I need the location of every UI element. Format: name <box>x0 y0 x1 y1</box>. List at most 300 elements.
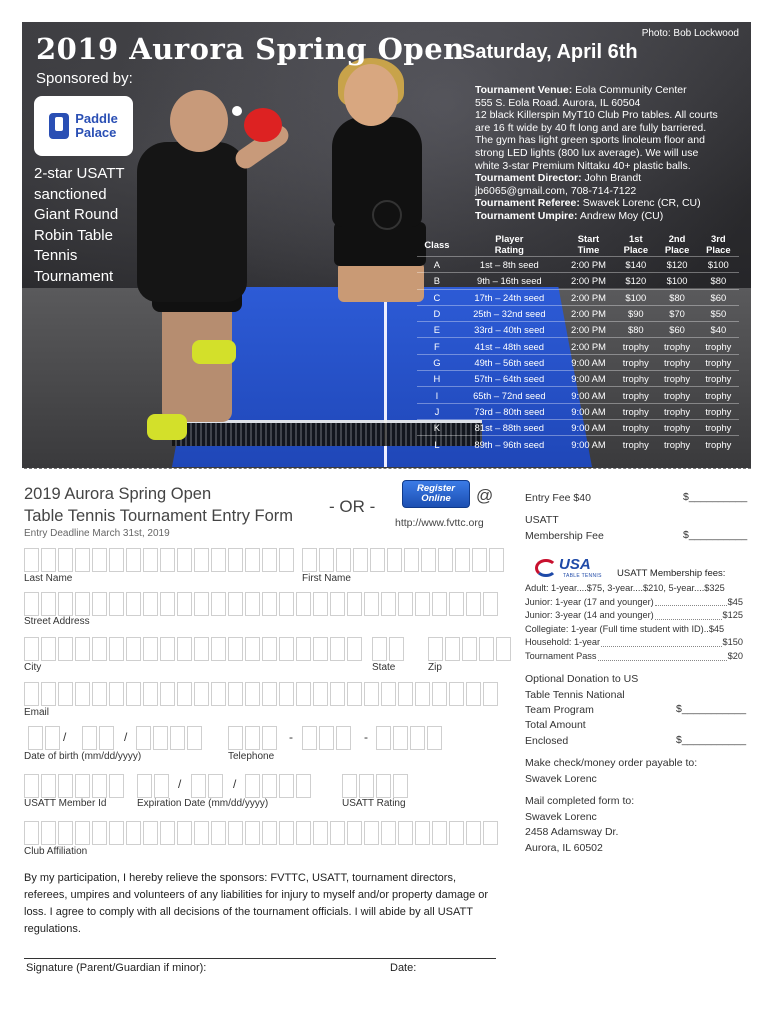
character-box[interactable] <box>415 821 430 845</box>
character-box[interactable] <box>92 548 107 572</box>
event-title: 2019 Aurora Spring Open <box>36 32 465 66</box>
prize-table-cell: $120 <box>656 257 697 273</box>
character-box[interactable] <box>109 592 124 616</box>
last-name-boxes[interactable] <box>24 548 296 572</box>
telephone-label: Telephone <box>228 751 275 762</box>
character-box[interactable] <box>177 682 192 706</box>
character-box[interactable] <box>330 821 345 845</box>
phone-area-boxes[interactable] <box>228 726 279 750</box>
membership-fee-line: Junior: 1-year (17 and younger) $45 <box>525 596 743 607</box>
character-box[interactable] <box>99 726 114 750</box>
prize-table-cell: D <box>417 305 457 321</box>
character-box[interactable] <box>75 548 90 572</box>
character-box[interactable] <box>41 637 56 661</box>
character-box[interactable] <box>45 726 60 750</box>
phone-line-boxes[interactable] <box>376 726 444 750</box>
character-box[interactable] <box>58 682 73 706</box>
red-paddle <box>244 108 282 142</box>
character-box[interactable] <box>75 637 90 661</box>
character-box[interactable] <box>449 821 464 845</box>
character-box[interactable] <box>24 821 39 845</box>
character-box[interactable] <box>262 682 277 706</box>
character-box[interactable] <box>279 821 294 845</box>
prize-table-cell: trophy <box>615 371 656 387</box>
entry-fee-label: Entry Fee $40 <box>525 492 591 504</box>
character-box[interactable] <box>211 592 226 616</box>
prize-table-cell: E <box>417 322 457 338</box>
character-box[interactable] <box>228 682 243 706</box>
character-box[interactable] <box>245 774 260 798</box>
street-address-boxes[interactable] <box>24 592 500 616</box>
registration-link[interactable]: http://www.fvttc.org <box>395 517 484 529</box>
character-box[interactable] <box>126 821 141 845</box>
prize-table-cell: 41st – 48th seed <box>457 338 562 354</box>
character-box[interactable] <box>496 637 511 661</box>
prize-table-cell: K <box>417 419 457 435</box>
venue-details: Tournament Venue: Eola Community Center 555 S. Eola Road. Aurora, IL 60504 12 black Killerspin MyT10 Club Pro tables. All courts are 16 ft wide by 40 ft long and are fully barriered. The gym has light green sports linoleum floor and strong LED lights (800 lux average). We will use white 3-star Premium Nittaku 40+ plastic balls. Tournament Director: John Brandt jb6065@gmail.com, 708-714-7122 Tournament Referee: Swavek Lorenc (CR, CU) Tournament Umpire: Andrew Moy (CU) <box>475 84 718 222</box>
total-amount-label: Total Amount Enclosed <box>525 719 586 747</box>
character-box[interactable] <box>24 548 39 572</box>
membership-fee-line: Household: 1-year $150 <box>525 637 743 648</box>
character-box[interactable] <box>92 682 107 706</box>
player-one-shoe <box>147 414 187 440</box>
prize-table-row <box>417 354 739 370</box>
character-box[interactable] <box>415 592 430 616</box>
character-box[interactable] <box>387 548 402 572</box>
character-box[interactable] <box>279 548 294 572</box>
character-box[interactable] <box>432 682 447 706</box>
character-box[interactable] <box>245 682 260 706</box>
phone-prefix-boxes[interactable] <box>302 726 353 750</box>
character-box[interactable] <box>347 821 362 845</box>
character-box[interactable] <box>466 821 481 845</box>
character-box[interactable] <box>319 548 334 572</box>
prize-table-cell: trophy <box>698 403 739 419</box>
character-box[interactable] <box>170 726 185 750</box>
character-box[interactable] <box>126 682 141 706</box>
prize-table-cell: 9:00 AM <box>562 387 615 403</box>
email-boxes[interactable] <box>24 682 500 706</box>
character-box[interactable] <box>410 726 425 750</box>
prize-table-cell: trophy <box>615 403 656 419</box>
character-box[interactable] <box>109 682 124 706</box>
character-box[interactable] <box>143 821 158 845</box>
character-box[interactable] <box>404 548 419 572</box>
city-label: City <box>24 662 42 673</box>
character-box[interactable] <box>177 548 192 572</box>
signature-line[interactable] <box>24 958 496 959</box>
character-box[interactable] <box>126 637 141 661</box>
character-box[interactable] <box>466 682 481 706</box>
city-boxes[interactable] <box>24 637 364 661</box>
character-box[interactable] <box>359 774 374 798</box>
character-box[interactable] <box>92 774 107 798</box>
expiration-slash: / <box>178 777 182 791</box>
prize-table-cell: 2:00 PM <box>562 257 615 273</box>
prize-table-row <box>417 371 739 387</box>
cut-line-divider <box>24 468 751 469</box>
character-box[interactable] <box>336 726 351 750</box>
prize-table-cell: $100 <box>698 257 739 273</box>
character-box[interactable] <box>208 774 223 798</box>
character-box[interactable] <box>109 821 124 845</box>
character-box[interactable] <box>421 548 436 572</box>
character-box[interactable] <box>372 637 387 661</box>
character-box[interactable] <box>160 682 175 706</box>
character-box[interactable] <box>160 592 175 616</box>
prize-table-cell: 81st – 88th seed <box>457 419 562 435</box>
character-box[interactable] <box>313 821 328 845</box>
character-box[interactable] <box>330 682 345 706</box>
prize-table-row <box>417 436 739 452</box>
form-title: 2019 Aurora Spring Open Table Tennis Tournament Entry Form <box>24 485 294 525</box>
character-box[interactable] <box>41 682 56 706</box>
character-box[interactable] <box>211 548 226 572</box>
dob-label: Date of birth (mm/dd/yyyy) <box>24 751 142 762</box>
signature-label: Signature (Parent/Guardian if minor): <box>26 962 207 974</box>
character-box[interactable] <box>449 682 464 706</box>
prize-table-cell: I <box>417 387 457 403</box>
character-box[interactable] <box>389 637 404 661</box>
sanction-description: 2-star USATT sanctioned Giant Round Robin Table Tennis Tournament <box>34 165 125 285</box>
character-box[interactable] <box>75 682 90 706</box>
character-box[interactable] <box>302 726 317 750</box>
character-box[interactable] <box>126 548 141 572</box>
character-box[interactable] <box>342 774 357 798</box>
character-box[interactable] <box>319 726 334 750</box>
prize-table-cell: C <box>417 289 457 305</box>
prize-table-cell: B <box>417 273 457 289</box>
character-box[interactable] <box>136 726 151 750</box>
last-name-label: Last Name <box>24 573 73 584</box>
or-separator: - OR - <box>329 497 376 516</box>
prize-table-cell: $40 <box>698 322 739 338</box>
character-box[interactable] <box>364 592 379 616</box>
character-box[interactable] <box>245 592 260 616</box>
player-one-head <box>170 90 228 152</box>
character-box[interactable] <box>75 774 90 798</box>
character-box[interactable] <box>364 682 379 706</box>
prize-table-cell: 9th – 16th seed <box>457 273 562 289</box>
character-box[interactable] <box>58 592 73 616</box>
character-box[interactable] <box>211 637 226 661</box>
character-box[interactable] <box>279 682 294 706</box>
prize-table-cell: 9:00 AM <box>562 419 615 435</box>
character-box[interactable] <box>432 821 447 845</box>
character-box[interactable] <box>262 548 277 572</box>
total-amount-blank[interactable]: $___________ <box>676 734 747 746</box>
prize-table-cell: trophy <box>615 338 656 354</box>
character-box[interactable] <box>462 637 477 661</box>
character-box[interactable] <box>296 821 311 845</box>
character-box[interactable] <box>228 821 243 845</box>
dob-slash: / <box>124 730 128 744</box>
prize-table-cell: trophy <box>656 354 697 370</box>
character-box[interactable] <box>160 821 175 845</box>
character-box[interactable] <box>160 548 175 572</box>
character-box[interactable] <box>245 548 260 572</box>
character-box[interactable] <box>143 682 158 706</box>
expiration-month-boxes[interactable] <box>137 774 171 798</box>
character-box[interactable] <box>58 774 73 798</box>
dot-leader <box>601 636 721 647</box>
character-box[interactable] <box>330 637 345 661</box>
character-box[interactable] <box>398 592 413 616</box>
dob-month-boxes[interactable] <box>28 726 62 750</box>
character-box[interactable] <box>28 726 43 750</box>
prize-table-cell: trophy <box>656 403 697 419</box>
character-box[interactable] <box>41 548 56 572</box>
character-box[interactable] <box>455 548 470 572</box>
prize-table-row <box>417 257 739 273</box>
prize-table-cell: 89th – 96th seed <box>457 436 562 452</box>
prize-table-row <box>417 419 739 435</box>
character-box[interactable] <box>211 682 226 706</box>
character-box[interactable] <box>92 592 107 616</box>
character-box[interactable] <box>398 821 413 845</box>
prize-table-cell: trophy <box>656 419 697 435</box>
character-box[interactable] <box>109 774 124 798</box>
dob-day-boxes[interactable] <box>82 726 116 750</box>
prize-table-cell: $100 <box>615 289 656 305</box>
character-box[interactable] <box>296 592 311 616</box>
email-label: Email <box>24 707 50 718</box>
member-id-boxes[interactable] <box>24 774 126 798</box>
character-box[interactable] <box>92 821 107 845</box>
character-box[interactable] <box>262 637 277 661</box>
prize-table-cell: $70 <box>656 305 697 321</box>
phone-dash: - <box>364 730 368 744</box>
player-two-head <box>344 64 398 126</box>
character-box[interactable] <box>187 726 202 750</box>
character-box[interactable] <box>262 726 277 750</box>
character-box[interactable] <box>432 592 447 616</box>
character-box[interactable] <box>302 548 317 572</box>
character-box[interactable] <box>376 726 391 750</box>
character-box[interactable] <box>41 592 56 616</box>
character-box[interactable] <box>109 637 124 661</box>
character-box[interactable] <box>483 592 498 616</box>
character-box[interactable] <box>398 682 413 706</box>
character-box[interactable] <box>279 637 294 661</box>
character-box[interactable] <box>313 637 328 661</box>
character-box[interactable] <box>177 637 192 661</box>
character-box[interactable] <box>296 637 311 661</box>
character-box[interactable] <box>245 726 260 750</box>
character-box[interactable] <box>41 774 56 798</box>
mail-to-address: Mail completed form to: Swavek Lorenc 2458 Adamsway Dr. Aurora, IL 60502 <box>525 795 635 854</box>
character-box[interactable] <box>153 726 168 750</box>
character-box[interactable] <box>279 592 294 616</box>
character-box[interactable] <box>82 726 97 750</box>
character-box[interactable] <box>143 592 158 616</box>
character-box[interactable] <box>262 592 277 616</box>
usatt-rating-boxes[interactable] <box>342 774 410 798</box>
character-box[interactable] <box>427 726 442 750</box>
character-box[interactable] <box>262 774 277 798</box>
character-box[interactable] <box>58 637 73 661</box>
prize-table-cell: trophy <box>698 371 739 387</box>
prize-table-cell: F <box>417 338 457 354</box>
character-box[interactable] <box>347 637 362 661</box>
character-box[interactable] <box>347 682 362 706</box>
prize-table-cell: $80 <box>615 322 656 338</box>
date-label: Date: <box>390 962 417 974</box>
character-box[interactable] <box>393 774 408 798</box>
character-box[interactable] <box>228 726 243 750</box>
first-name-boxes[interactable] <box>302 548 506 572</box>
character-box[interactable] <box>330 592 345 616</box>
character-box[interactable] <box>296 682 311 706</box>
character-box[interactable] <box>381 821 396 845</box>
prize-table-header: Start Time <box>577 233 600 255</box>
prize-table-cell: 57th – 64th seed <box>457 371 562 387</box>
character-box[interactable] <box>313 592 328 616</box>
character-box[interactable] <box>347 592 362 616</box>
character-box[interactable] <box>154 774 169 798</box>
character-box[interactable] <box>483 682 498 706</box>
paddle-palace-logo <box>34 96 133 156</box>
character-box[interactable] <box>92 637 107 661</box>
character-box[interactable] <box>376 774 391 798</box>
character-box[interactable] <box>58 821 73 845</box>
character-box[interactable] <box>415 682 430 706</box>
character-box[interactable] <box>228 637 243 661</box>
character-box[interactable] <box>466 592 481 616</box>
character-box[interactable] <box>24 774 39 798</box>
character-box[interactable] <box>381 592 396 616</box>
state-label: State <box>372 662 396 673</box>
character-box[interactable] <box>211 821 226 845</box>
character-box[interactable] <box>449 592 464 616</box>
club-affiliation-boxes[interactable] <box>24 821 500 845</box>
phone-dash: - <box>289 730 293 744</box>
prize-table-cell: H <box>417 371 457 387</box>
character-box[interactable] <box>336 548 351 572</box>
character-box[interactable] <box>262 821 277 845</box>
prize-table-cell: trophy <box>698 338 739 354</box>
zip-boxes[interactable] <box>428 637 513 661</box>
register-online-button[interactable]: Register Online <box>402 480 470 508</box>
liability-waiver: By my participation, I hereby relieve the sponsors: FVTTC, USATT, tournament directors, referees, umpires and volunteers of any liabilities for injury to myself and/or property damage or loss. I agree to comply with all decisions of the tournament officials. I will abide by all USATT regulations. <box>24 872 489 935</box>
character-box[interactable] <box>228 548 243 572</box>
character-box[interactable] <box>279 774 294 798</box>
prize-table-cell: 49th – 56th seed <box>457 354 562 370</box>
character-box[interactable] <box>296 774 311 798</box>
character-box[interactable] <box>191 774 206 798</box>
prize-table-cell: 2:00 PM <box>562 273 615 289</box>
character-box[interactable] <box>194 548 209 572</box>
character-box[interactable] <box>177 592 192 616</box>
character-box[interactable] <box>428 637 443 661</box>
prize-table-cell: trophy <box>698 387 739 403</box>
prize-table-cell: trophy <box>656 387 697 403</box>
character-box[interactable] <box>313 682 328 706</box>
character-box[interactable] <box>194 592 209 616</box>
character-box[interactable] <box>364 821 379 845</box>
character-box[interactable] <box>489 548 504 572</box>
prize-table-cell: 73rd – 80th seed <box>457 403 562 419</box>
prize-table-cell: $80 <box>656 289 697 305</box>
prize-table-cell: 2:00 PM <box>562 322 615 338</box>
donation-label: Optional Donation to US Table Tennis National Team Program <box>525 673 639 716</box>
expiration-year-boxes[interactable] <box>245 774 313 798</box>
prize-table-cell: 65th – 72nd seed <box>457 387 562 403</box>
character-box[interactable] <box>109 548 124 572</box>
character-box[interactable] <box>75 821 90 845</box>
state-boxes[interactable] <box>372 637 406 661</box>
player-one-shoe <box>192 340 236 364</box>
character-box[interactable] <box>445 637 460 661</box>
prize-table-cell: 2:00 PM <box>562 338 615 354</box>
expiration-day-boxes[interactable] <box>191 774 225 798</box>
character-box[interactable] <box>479 637 494 661</box>
prize-table-cell: trophy <box>615 436 656 452</box>
character-box[interactable] <box>194 682 209 706</box>
character-box[interactable] <box>24 682 39 706</box>
character-box[interactable] <box>370 548 385 572</box>
prize-table-cell: trophy <box>615 354 656 370</box>
character-box[interactable] <box>41 821 56 845</box>
character-box[interactable] <box>137 774 152 798</box>
street-address-label: Street Address <box>24 616 90 627</box>
character-box[interactable] <box>245 821 260 845</box>
character-box[interactable] <box>194 821 209 845</box>
character-box[interactable] <box>160 637 175 661</box>
first-name-label: First Name <box>302 573 351 584</box>
expiration-slash: / <box>233 777 237 791</box>
character-box[interactable] <box>353 548 368 572</box>
character-box[interactable] <box>58 548 73 572</box>
character-box[interactable] <box>177 821 192 845</box>
prize-table-cell: $100 <box>656 273 697 289</box>
membership-fee-blank[interactable]: $__________ <box>683 529 748 541</box>
prize-table-cell: $60 <box>698 289 739 305</box>
character-box[interactable] <box>126 592 141 616</box>
zip-label: Zip <box>428 662 442 673</box>
dob-year-boxes[interactable] <box>136 726 204 750</box>
entry-deadline: Entry Deadline March 31st, 2019 <box>24 528 170 539</box>
character-box[interactable] <box>143 637 158 661</box>
character-box[interactable] <box>245 637 260 661</box>
character-box[interactable] <box>24 637 39 661</box>
prize-table-row <box>417 289 739 305</box>
usa-swoosh-icon <box>535 559 557 577</box>
membership-fee-line: Junior: 3-year (14 and younger) $125 <box>525 610 743 621</box>
character-box[interactable] <box>228 592 243 616</box>
entry-fee-blank[interactable]: $__________ <box>683 491 748 503</box>
character-box[interactable] <box>381 682 396 706</box>
character-box[interactable] <box>393 726 408 750</box>
prize-table-cell: 9:00 AM <box>562 354 615 370</box>
character-box[interactable] <box>483 821 498 845</box>
prize-table-cell: 25th – 32nd seed <box>457 305 562 321</box>
character-box[interactable] <box>438 548 453 572</box>
character-box[interactable] <box>472 548 487 572</box>
prize-table-cell: $50 <box>698 305 739 321</box>
character-box[interactable] <box>143 548 158 572</box>
character-box[interactable] <box>24 592 39 616</box>
character-box[interactable] <box>75 592 90 616</box>
prize-table-header: 1st Place <box>623 233 649 255</box>
donation-blank[interactable]: $___________ <box>676 703 747 715</box>
character-box[interactable] <box>194 637 209 661</box>
prize-table-cell: L <box>417 436 457 452</box>
prize-table-row <box>417 387 739 403</box>
prize-table-row <box>417 273 739 289</box>
prize-table-header: Class <box>424 238 450 250</box>
prize-table-cell: 1st – 8th seed <box>457 257 562 273</box>
